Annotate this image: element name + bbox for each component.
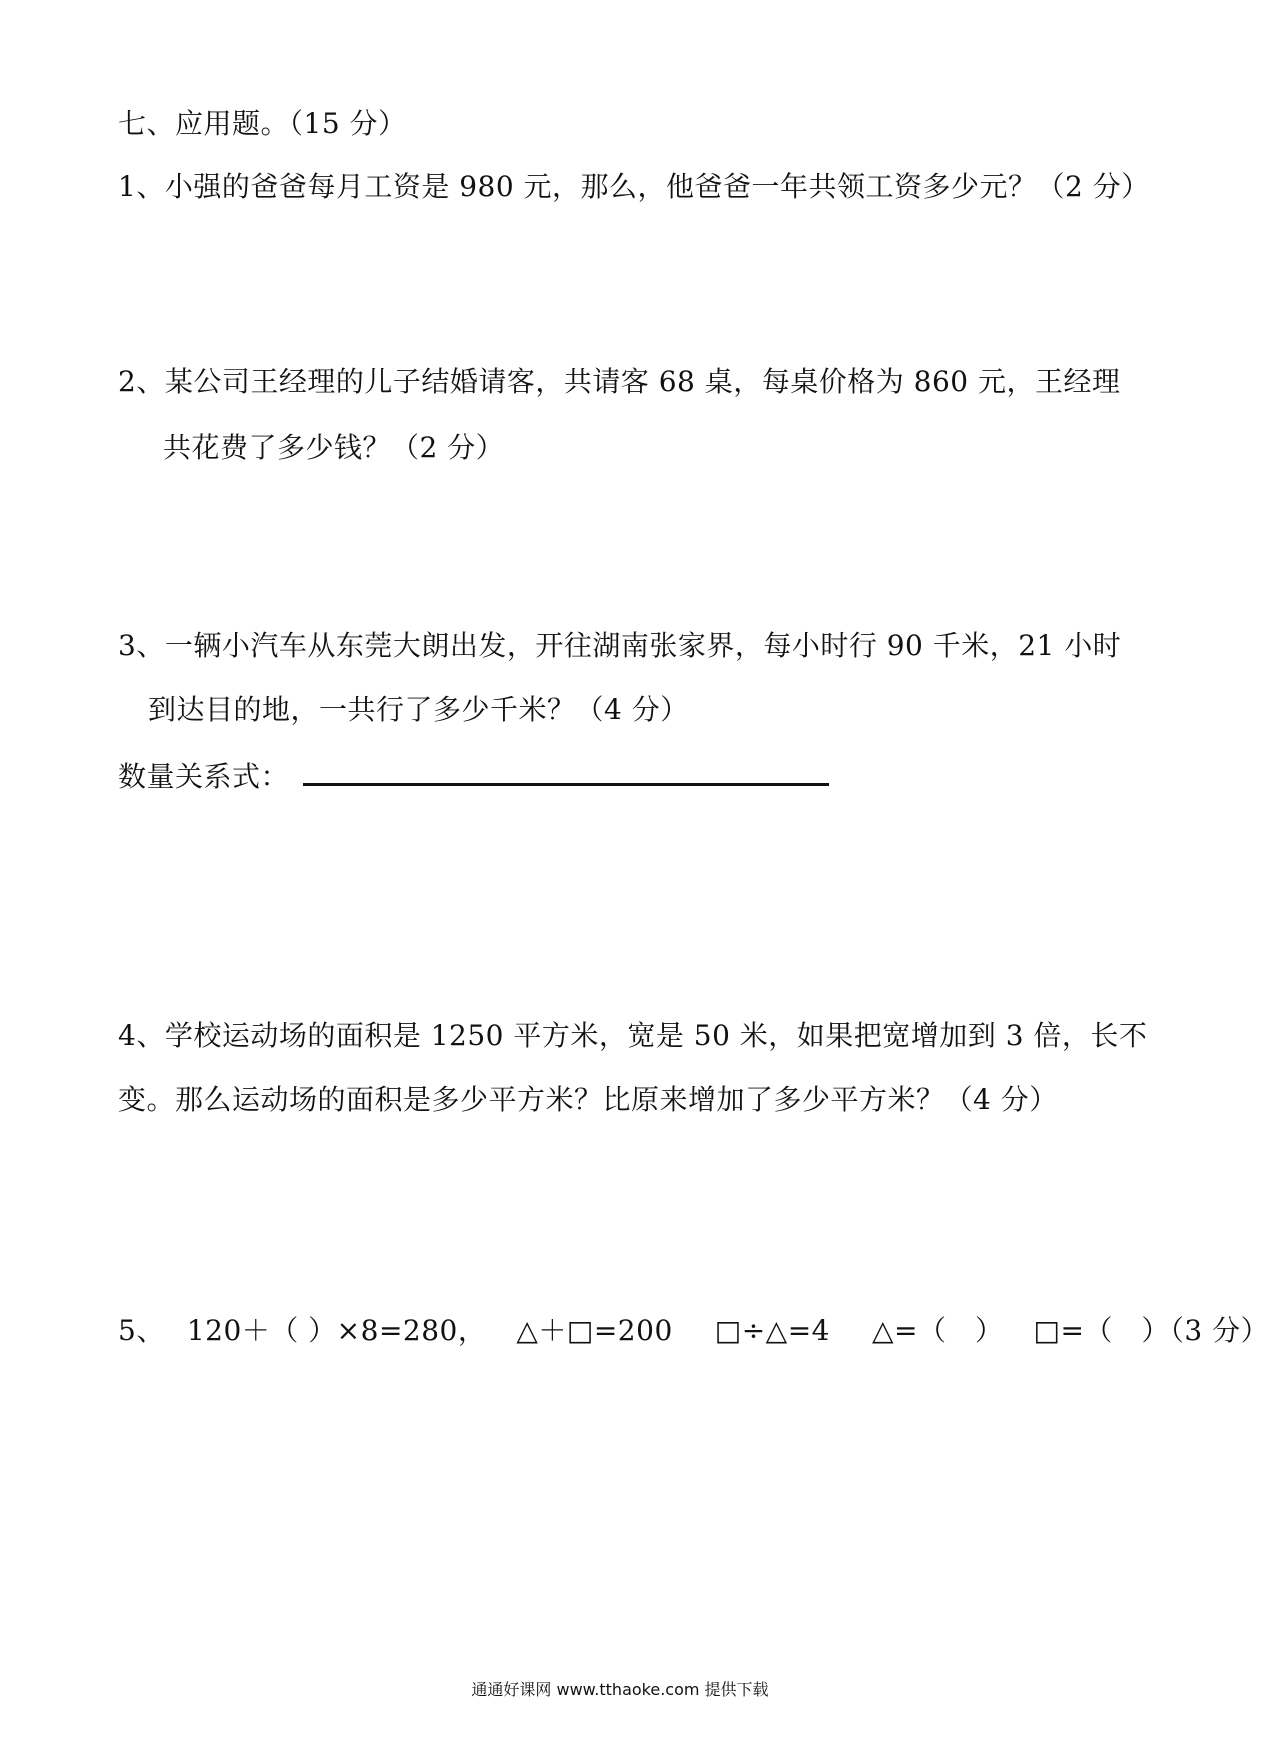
question-1: 1、小强的爸爸每月工资是 980 元，那么，他爸爸一年共领工资多少元？（2 分） (118, 170, 1150, 203)
question-5 (118, 1313, 1269, 1349)
quantity-relation-row (118, 757, 829, 795)
question-5-equation-b: △＋□=200 (516, 1314, 673, 1347)
question-3-line-2: 到达目的地，一共行了多少千米？（4 分） (148, 693, 689, 726)
question-4-line-1: 4、学校运动场的面积是 1250 平方米，宽是 50 米，如果把宽增加到 3 倍，长不 (118, 1019, 1148, 1052)
question-5-equation-c: □÷△=4 (714, 1314, 830, 1347)
quantity-relation-label: 数量关系式： (118, 760, 290, 793)
section-heading: 七、应用题。（15 分） (118, 107, 407, 140)
question-5-answer-square: □=（ ）（3 分） (1033, 1314, 1269, 1347)
quantity-relation-blank[interactable] (303, 757, 829, 786)
page-footer: 通通好课网 www.tthaoke.com 提供下载 (471, 1680, 769, 1699)
question-5-number: 5、 (118, 1314, 165, 1347)
question-5-answer-triangle: △=（ ） (872, 1314, 1004, 1347)
question-2-line-2: 共花费了多少钱？（2 分） (163, 431, 505, 464)
question-2-line-1: 2、某公司王经理的儿子结婚请客，共请客 68 桌，每桌价格为 860 元，王经理 (118, 365, 1121, 398)
question-4-line-2: 变。那么运动场的面积是多少平方米？比原来增加了多少平方米？（4 分） (118, 1083, 1058, 1116)
question-3-line-1: 3、一辆小汽车从东莞大朗出发，开往湖南张家界，每小时行 90 千米，21 小时 (118, 629, 1122, 662)
question-5-equation-a: 120＋（ ）×8=280， (186, 1314, 487, 1347)
